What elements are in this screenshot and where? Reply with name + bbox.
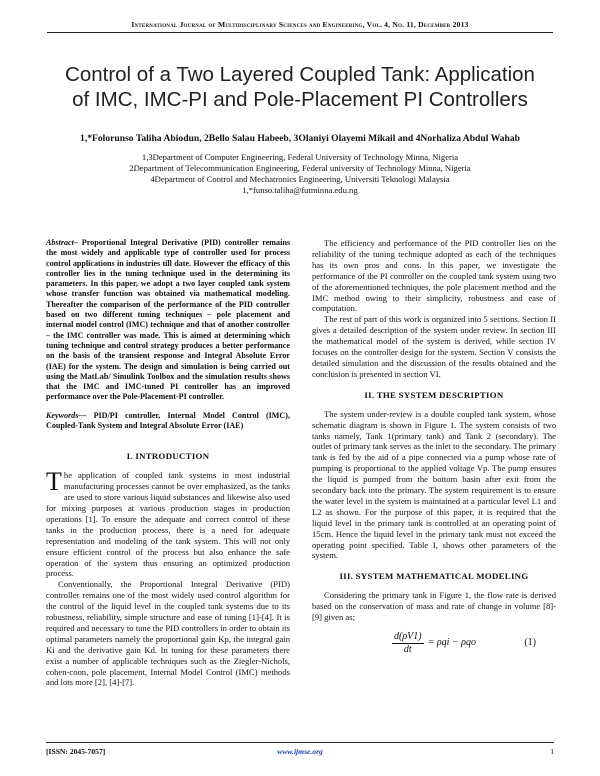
journal-website-link[interactable]: www.ijmse.org bbox=[277, 747, 323, 756]
equation-fraction bbox=[392, 631, 424, 656]
equation-denominator: dt bbox=[403, 643, 412, 655]
author-list: 1,*Folorunso Taliha Abiodun, 2Bello Salau Habeeb, 3Olaniyi Olayemi Mikail and 4Norhaliza Abdul Wahab bbox=[80, 133, 520, 144]
right-column bbox=[312, 238, 556, 657]
journal-header bbox=[47, 20, 553, 33]
affiliation-1: 1,3Department of Computer Engineering, Federal University of Technology Minna, Nigeria bbox=[141, 152, 459, 162]
title-line-1: Control of a Two Layered Coupled Tank: Application bbox=[65, 63, 535, 86]
keywords bbox=[46, 411, 290, 432]
page-footer bbox=[46, 742, 554, 760]
paper-title bbox=[40, 62, 560, 112]
equation-rhs: = ρqi − ρqo bbox=[427, 636, 476, 648]
right-paragraph-2: The rest of part of this work is organized into 5 sections. Section II gives a detailed description of the system under review. In section III the mathematical model of the system is derived, while section IV focuses on the controller design for the system. Section V consists the detailed simulation and the discussion of the results obtained and the conclusion is presented in section VI. bbox=[312, 314, 556, 379]
affiliation-2: 2Department of Telecommunication Engineering, Federal university of Technology Minna, Nigeria bbox=[129, 163, 471, 173]
author-email[interactable]: 1,*funso.taliha@futminna.edu.ng bbox=[242, 185, 358, 195]
keywords-text: PID/PI controller, Internal Model Control (IMC), Coupled-Tank System and Integral Absolute Error (IAE) bbox=[46, 410, 290, 431]
page-number: 1 bbox=[550, 747, 554, 756]
section-heading-mathematical-modeling: III. SYSTEM MATHEMATICAL MODELING bbox=[339, 571, 529, 582]
system-paragraph-1: The system under-review is a double coupled tank system, whose schematic diagram is shown in Figure 1. The system consists of two tanks namely, Tank 1(primary tank) and Tank 2 (secondary). The outlet of primary tank serves as the inlet to the secondary. The primary tank is fed by the aid of a pipe connected via a pump whose rate of pumping is proportional to the applied voltage Vp. The pump ensures the liquid is pumped from the bottom basin after exit from the secondary back into the primary. The system requirement is to ensure the water level in the system is maintained at a particular level L1 and L2 as shown. For the purpose of this paper, it is required that the liquid level in the primary tank is controlled at an operating point of 15cm. Hence the liquid level in the primary tank must not exceed the operating point specified. Table I, shows other parameters of the system. bbox=[312, 408, 556, 561]
left-column bbox=[46, 238, 290, 688]
affiliations bbox=[20, 152, 580, 196]
equation-number: (1) bbox=[524, 636, 536, 648]
affiliation-3: 4Department of Control and Mechatronics Engineering, Universiti Teknologi Malaysia bbox=[150, 174, 450, 184]
intro-paragraph-1 bbox=[46, 467, 290, 579]
section-heading-introduction: I. INTRODUCTION bbox=[126, 451, 210, 462]
model-paragraph-1: Considering the primary tank in Figure 1, the flow rate is derived based on the conservation of mass and rate of change in volume [8]-[9] given as; bbox=[312, 590, 556, 623]
section-heading-system-description: II. THE SYSTEM DESCRIPTION bbox=[364, 389, 504, 400]
issn-label: [ISSN: 2045-7057] bbox=[46, 747, 106, 756]
equation-numerator: d(ρV1) bbox=[394, 630, 422, 642]
journal-name: International Journal of Multidisciplinary Sciences and Engineering, Vol. 4, No. 11, December 2013 bbox=[131, 20, 469, 29]
abstract-text: Proportional Integral Derivative (PID) controller remains the most widely and applicable type of controller used for process control applications in industries till date. However the efficacy of this controller lies in the tuning technique used in the determining its parameters. In this paper, we adopt a two layer coupled tank system whose transfer function was obtained via mathematical modeling. Thereafter the comparison of the performance of the PID controller based on two different tuning techniques – pole placement and internal model control (IMC) technique and that of another controller – the IMC controller was made. This is aimed at determining which tuning technique and control strategy produces a better performance on the basis of the transient response and Integral Absolute Error (IAE) for the system. The design and simulation is being carried out using the MatLab/ Simulink Toolbox and the simulation results shows that the IMC and IMC-tuned PI controller has an improved performance over the Pole-Placement-PI controller. bbox=[46, 238, 290, 402]
intro-paragraph-1-text: he application of coupled tank systems in most industrial manufacturing processes cannot be over emphasized, as the tanks are used to store various liquid substances and likewise also used for mixing purposes at various production stages in production operations [1]. To ensure the adequate and correct control of these tanks in the production process, there is a need for adequate representation and modeling of the tank system. This will not only ensure efficient control of the process but also enhance the safe operation of the system thus ensuring an optimized production process. bbox=[46, 470, 290, 579]
title-line-2: of IMC, IMC-PI and Pole-Placement PI Controllers bbox=[72, 88, 528, 111]
drop-cap: T bbox=[46, 467, 62, 497]
abstract-label: Abstract– bbox=[46, 238, 78, 247]
keywords-label: Keywords— bbox=[46, 410, 87, 420]
abstract bbox=[46, 238, 290, 403]
right-paragraph-1: The efficiency and performance of the PID controller lies on the reliability of the tuning technique adopted as each of the techniques has its own pros and cons. In this paper, we investigate the performance of the PI controller on the coupled tank system using two of the aforementioned techniques, the pole placement method and the IMC method owing to their simplicity, robustness and ease of computation. bbox=[312, 238, 556, 314]
equation-1 bbox=[312, 629, 556, 657]
intro-paragraph-2: Conventionally, the Proportional Integral Derivative (PID) controller remains one of the most widely used control algorithm for the control of the liquid level in the coupled tank systems due to its robustness, reliability, simple structure and ease of tuning [1]-[4]. It is required and necessary to tune the PID controllers in order to obtain its optimal parameters namely the proportional gain Kp, the integral gain Ki and the derivative gain Kd. In tuning for these parameters there exist a number of applicable techniques such as the Ziegler-Nichols, cohen-coon, pole placement, Internal Model Control (IMC) methods and lots more [2], [4]-[7]. bbox=[46, 579, 290, 688]
